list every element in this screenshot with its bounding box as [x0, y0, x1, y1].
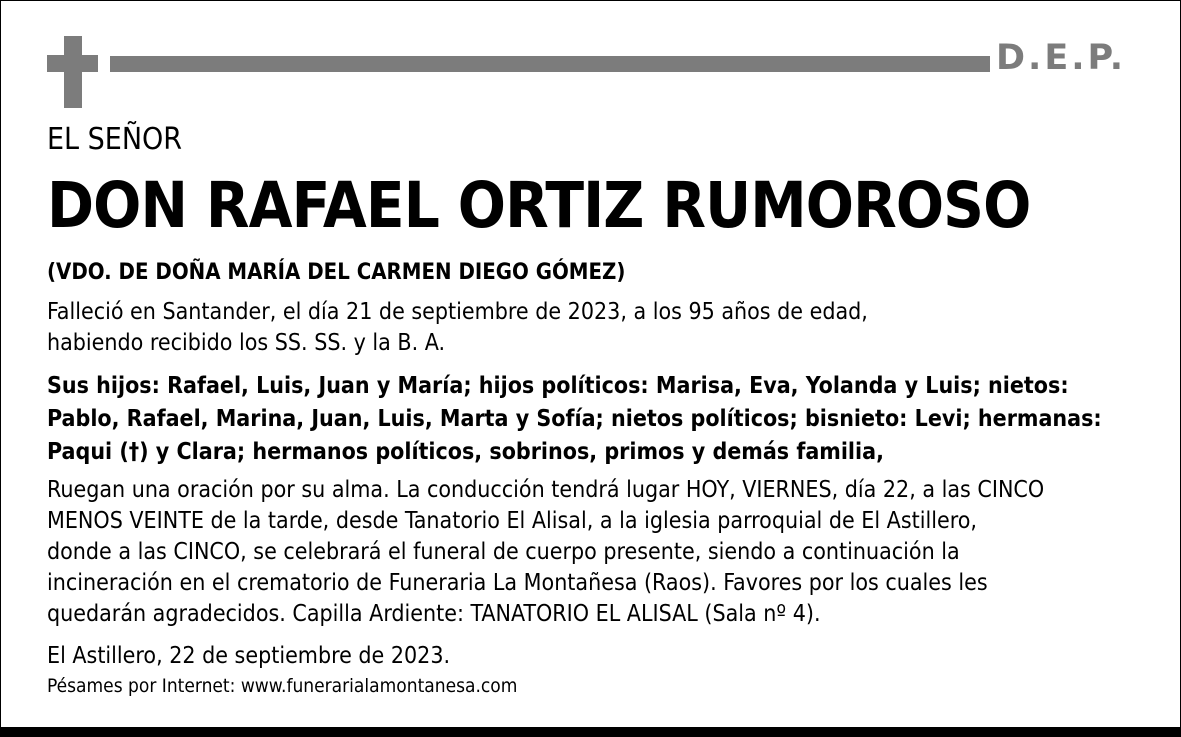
honorific: EL SEÑOR [47, 122, 183, 157]
cross-icon-bar [47, 55, 98, 72]
family-line: Sus hijos: Rafael, Luis, Juan y María; hijos políticos: Marisa, Eva, Yolanda y Luis; nietos: [47, 373, 1069, 399]
death-notice-line: Falleció en Santander, el día 21 de septiembre de 2023, a los 95 años de edad, [47, 299, 868, 325]
ceremony-line: quedarán agradecidos. Capilla Ardiente: TANATORIO EL ALISAL (Sala nº 4). [47, 601, 821, 627]
family-line: Paqui (†) y Clara; hermanos políticos, sobrinos, primos y demás familia, [47, 439, 884, 465]
header-rule [110, 56, 990, 72]
bottom-border [0, 727, 1181, 737]
ceremony-line: Ruegan una oración por su alma. La conducción tendrá lugar HOY, VIERNES, día 22, a las CINCO [47, 477, 1045, 503]
death-notice-line: habiendo recibido los SS. SS. y la B. A. [47, 330, 446, 356]
ceremony-line: MENOS VEINTE de la tarde, desde Tanatorio El Alisal, a la iglesia parroquial de El Astillero, [47, 508, 977, 534]
place-date: El Astillero, 22 de septiembre de 2023. [47, 643, 451, 669]
dep-label: D.E.P. [996, 38, 1127, 78]
ceremony-line: incineración en el crematorio de Funeraria La Montañesa (Raos). Favores por los cuales les [47, 570, 988, 596]
widower-of: (VDO. DE DOÑA MARÍA DEL CARMEN DIEGO GÓMEZ) [47, 260, 626, 285]
deceased-name: DON RAFAEL ORTIZ RUMOROSO [47, 169, 1031, 242]
condolences-link[interactable]: Pésames por Internet: www.funerarialamontanesa.com [47, 675, 518, 697]
ceremony-line: donde a las CINCO, se celebrará el funeral de cuerpo presente, siendo a continuación la [47, 539, 960, 565]
cross-icon [64, 36, 82, 108]
family-line: Pablo, Rafael, Marina, Juan, Luis, Marta y Sofía; nietos políticos; bisnieto: Levi; hermanas: [47, 406, 1102, 432]
